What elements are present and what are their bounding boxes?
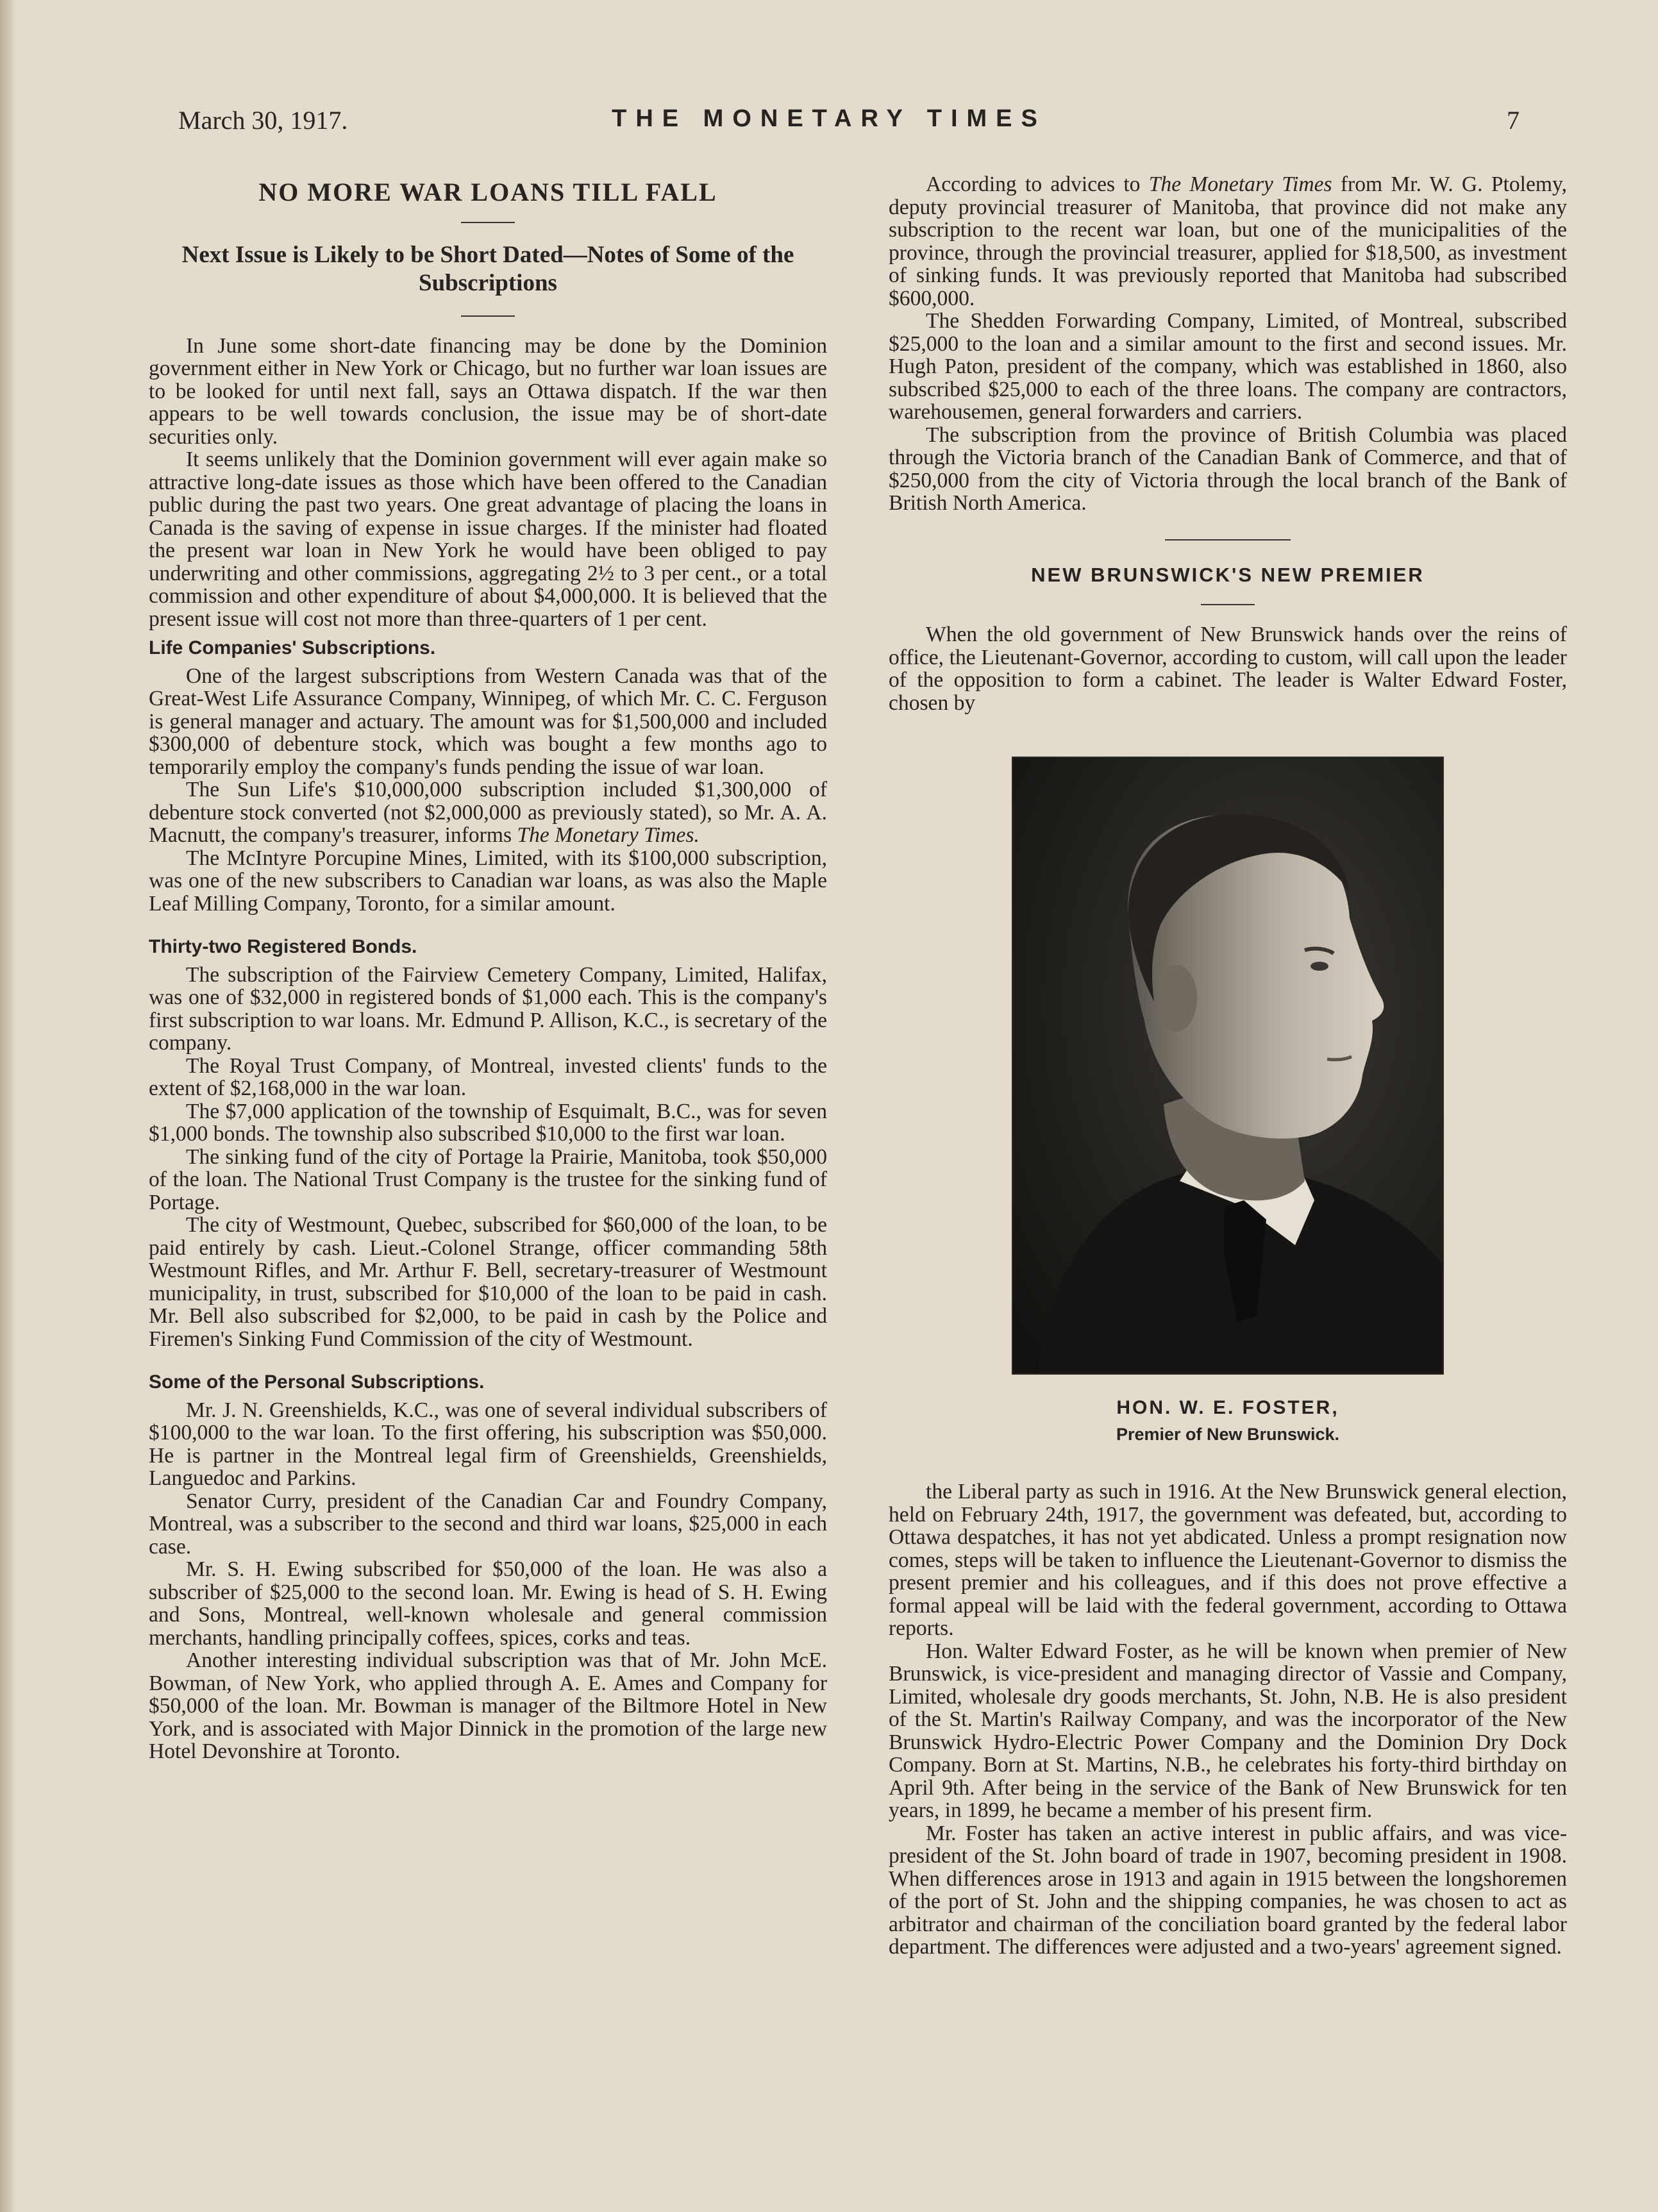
section-heading: Life Companies' Subscriptions. bbox=[149, 637, 436, 658]
page-edge bbox=[0, 0, 17, 2212]
divider bbox=[461, 315, 515, 317]
paragraph: It seems unlikely that the Dominion government will ever again make so attractive long-date issues as those which have been offered to the Canadian public during the past two years. One great advantage of placing the loans in Canada is the saving of expense in issue charges. If the minister had floated the present war loan in New York he would have been obliged to pay underwriting and other commissions, aggregating 2½ to 3 per cent., or a total commission and other expenditure of about $4,000,000. It is believed that the present issue will cost not more than three-quarters of 1 per cent. bbox=[149, 448, 827, 631]
paragraph: Senator Curry, president of the Canadian Car and Foundry Company, Montreal, was a subscriber to the second and third war loans, $25,000 in each case. bbox=[149, 1489, 827, 1559]
article-headline: NO MORE WAR LOANS TILL FALL bbox=[258, 178, 717, 206]
paragraph: Another interesting individual subscription was that of Mr. John McE. Bowman, of New York, who applied through A. E. Ames and Company for $50,000 of the loan. Mr. Bowman is manager of the Biltmore Hotel in New York, and is associated with Major Dinnick in the promotion of the large new Hotel Devonshire at Toronto. bbox=[149, 1648, 827, 1763]
portrait-photo bbox=[1012, 757, 1444, 1375]
paragraph: The subscription of the Fairview Cemetery Company, Limited, Halifax, was one of $32,000 in registered bonds of $1,000 each. This is the company's first subscription to war loans. Mr. Edmund P. Allison, K.C., is secretary of the company. bbox=[149, 962, 827, 1055]
paragraph bbox=[889, 173, 1567, 310]
publication-title: THE MONETARY TIMES bbox=[612, 105, 1046, 132]
paragraph-text: The Sun Life's $10,000,000 subscription included $1,300,000 of debenture stock converted (not $2,000,000 as previously stated), so Mr. A. A. Macnutt, the company's treasurer, informs bbox=[149, 778, 827, 847]
paragraph-text: from Mr. W. G. Ptolemy, deputy provincial treasurer of Manitoba, that province did not make any subscription to the recent war loan, but one of the municipalities of the province, through the provincial treasurer, applied for $18,500, as investment of sinking funds. It was previously reported that Manitoba had subscribed $600,000. bbox=[889, 172, 1567, 310]
paragraph: When the old government of New Brunswick hands over the reins of office, the Lieutenant-Governor, according to custom, will call upon the leader of the opposition to form a cabinet. The leader is Walter Edward Foster, chosen by bbox=[889, 623, 1567, 715]
paragraph: In June some short-date financing may be done by the Dominion government either in New York or Chicago, but no further war loan issues are to be looked for until next fall, says an Ottawa dispatch. If the war then appears to be well towards conclusion, the issue may be of short-date securities only. bbox=[149, 333, 827, 449]
section-heading: Some of the Personal Subscriptions. bbox=[149, 1371, 485, 1393]
paragraph: The Shedden Forwarding Company, Limited, of Montreal, subscribed $25,000 to the loan and a similar amount to the first and second issues. Mr. Hugh Paton, president of the company, which was established in 1860, also subscribed $25,000 to each of the three loans. The company are contractors, warehousemen, general forwarders and carriers. bbox=[889, 309, 1567, 424]
paragraph: the Liberal party as such in 1916. At the New Brunswick general election, held on February 24th, 1917, the government was defeated, but, according to Ottawa despatches, it has not yet abdicated. Unless a prompt resignation now comes, steps will be taken to influence the Lieutenant-Governor to dismiss the present premier and his colleagues, and if this does not prove effective a formal appeal will be laid with the federal government, according to Ottawa reports. bbox=[889, 1480, 1567, 1640]
caption-name: HON. W. E. FOSTER, bbox=[1116, 1397, 1339, 1418]
paragraph: The McIntyre Porcupine Mines, Limited, with its $100,000 subscription, was one of the new subscribers to Canadian war loans, as was also the Maple Leaf Milling Company, Toronto, for a similar amount. bbox=[149, 846, 827, 916]
article-subhead: Next Issue is Likely to be Short Dated—Notes of Some of the Subscriptions bbox=[181, 241, 794, 296]
paragraph: One of the largest subscriptions from Western Canada was that of the Great-West Life Assurance Company, Winnipeg, of which Mr. C. C. Ferguson is general manager and actuary. The amount was for $1,500,000 and included $300,000 of debenture stock, which was bought a few months ago to temporarily employ the company's funds pending the issue of war loan. bbox=[149, 664, 827, 779]
paragraph bbox=[149, 778, 827, 847]
photo-caption bbox=[889, 1396, 1567, 1446]
portrait-image bbox=[1013, 758, 1443, 1373]
issue-date: March 30, 1917. bbox=[178, 106, 348, 135]
running-header bbox=[0, 105, 1658, 144]
paragraph: Mr. S. H. Ewing subscribed for $50,000 of the loan. He was also a subscriber of $25,000 to the second loan. Mr. Ewing is head of S. H. Ewing and Sons, Montreal, well-known wholesale and general commission merchants, handling principally coffees, spices, corks and teas. bbox=[149, 1557, 827, 1650]
paragraph: The Royal Trust Company, of Montreal, invested clients' funds to the extent of $2,168,000 in the war loan. bbox=[149, 1053, 827, 1100]
article-headline: NEW BRUNSWICK'S NEW PREMIER bbox=[1031, 563, 1425, 586]
paragraph: The city of Westmount, Quebec, subscribed for $60,000 of the loan, to be paid entirely by cash. Lieut.-Colonel Strange, officer commanding 58th Westmount Rifles, and Mr. Arthur F. Bell, secretary-treasurer of Westmount municipality, in trust, subscribed for $10,000 of the loan to be paid in cash. Mr. Bell also subscribed for $2,000, to be paid in cash by the Police and Firemen's Sinking Fund Commission of the city of Westmount. bbox=[149, 1213, 827, 1351]
paragraph-text: According to advices to bbox=[926, 172, 1141, 196]
left-column bbox=[149, 173, 827, 1763]
section-heading: Thirty-two Registered Bonds. bbox=[149, 936, 417, 957]
divider bbox=[461, 222, 515, 223]
paragraph: Mr. J. N. Greenshields, K.C., was one of several individual subscribers of $100,000 to the war loan. To the first offering, his subscription was $50,000. He is partner in the Montreal legal firm of Greenshields, Greenshields, Languedoc and Parkins. bbox=[149, 1398, 827, 1490]
paragraph: The subscription from the province of British Columbia was placed through the Victoria branch of the Canadian Bank of Commerce, and that of $250,000 from the city of Victoria through the local branch of the Bank of British North America. bbox=[889, 423, 1567, 515]
page-number: 7 bbox=[1507, 106, 1520, 135]
divider bbox=[1165, 539, 1291, 540]
right-column bbox=[889, 173, 1567, 1959]
divider bbox=[1201, 604, 1255, 605]
paragraph: The $7,000 application of the township of Esquimalt, B.C., was for seven $1,000 bonds. The township also subscribed $10,000 to the first war loan. bbox=[149, 1099, 827, 1146]
paragraph: Mr. Foster has taken an active interest in public affairs, and was vice-president of the St. John board of trade in 1907, becoming president in 1908. When differences arose in 1913 and again in 1915 between the longshoremen of the port of St. John and the shipping companies, he was chosen to act as arbitrator and chairman of the conciliation board granted by the federal labor department. The differences were adjusted and a two-years' agreement signed. bbox=[889, 1821, 1567, 1959]
caption-title: Premier of New Brunswick. bbox=[1116, 1424, 1340, 1444]
paragraph: The sinking fund of the city of Portage la Prairie, Manitoba, took $50,000 of the loan. The National Trust Company is the trustee for the sinking fund of Portage. bbox=[149, 1144, 827, 1214]
publication-name: The Monetary Times. bbox=[517, 823, 699, 847]
paragraph: Hon. Walter Edward Foster, as he will be known when premier of New Brunswick, is vice-president and managing director of Vassie and Company, Limited, wholesale dry goods merchants, St. John, N.B. He is also president of the St. Martin's Railway Company, and was the incorporator of the New Brunswick Hydro-Electric Power Company and the Dominion Dry Dock Company. Born at St. Martins, N.B., he celebrates his forty-third birthday on April 9th. After being in the service of the Bank of New Brunswick for ten years, in 1899, he became a member of his present firm. bbox=[889, 1639, 1567, 1822]
publication-name: The Monetary Times bbox=[1148, 172, 1332, 196]
